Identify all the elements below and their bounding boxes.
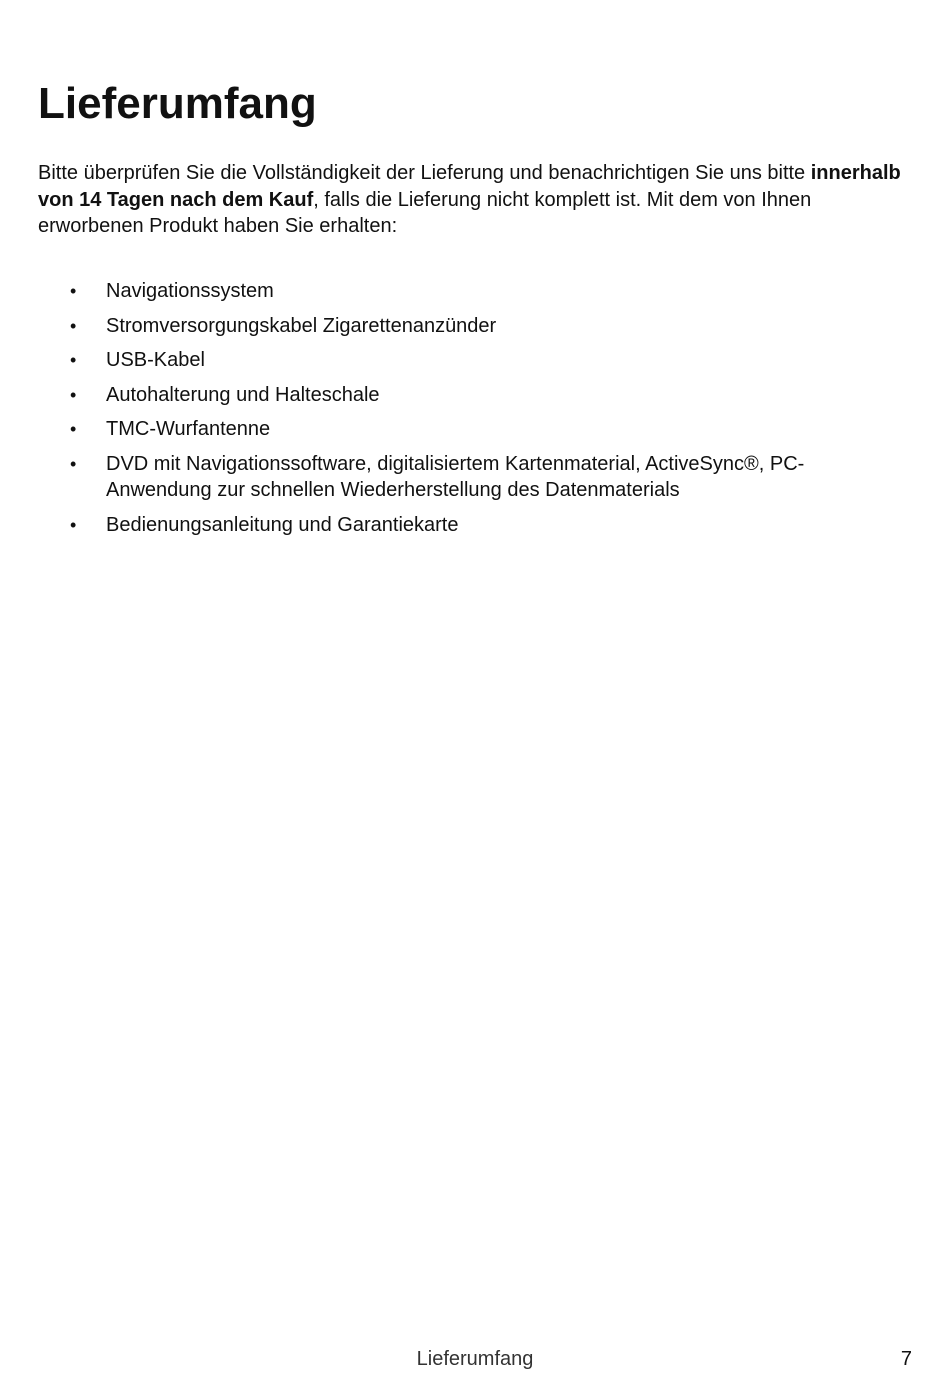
list-item <box>38 313 898 340</box>
bullet-icon: • <box>70 350 77 370</box>
bullet-icon: • <box>70 453 77 474</box>
list-item-text: USB-Kabel <box>106 349 205 371</box>
page-number: 7 <box>900 1348 912 1370</box>
list-item-text: TMC-Wurfantenne <box>106 418 271 440</box>
intro-text-part1: Bitte überprüfen Sie die Vollständigkeit der Lieferung und benachrichtigen Sie uns bitte <box>38 162 811 184</box>
page-title: Lieferumfang <box>38 79 317 128</box>
bullet-icon: • <box>70 384 77 405</box>
list-item-text: DVD mit Navigationssoftware, digitalisiertem Kartenmaterial, ActiveSync®, PC-Anwendung zur schnellen Wiederherstellung des Datenmaterials <box>106 452 805 501</box>
footer-section-title: Lieferumfang <box>416 1348 534 1370</box>
intro-text-part2: , falls die Lieferung nicht komplett ist. Mit dem von Ihnen erworbenen Produkt haben Sie erhalten: <box>38 188 812 237</box>
list-item <box>38 512 898 539</box>
list-item-text: Stromversorgungskabel Zigarettenanzünder <box>106 314 497 337</box>
bullet-icon: • <box>70 315 77 336</box>
bullet-icon: • <box>70 514 77 535</box>
bullet-icon: • <box>70 281 77 301</box>
list-item <box>38 451 898 504</box>
list-item-text: Autohalterung und Halteschale <box>106 383 380 406</box>
list-item <box>38 347 898 374</box>
list-item-text: Navigationssystem <box>106 280 274 302</box>
list-item-text: Bedienungsanleitung und Garantiekarte <box>106 513 459 536</box>
bullet-icon: • <box>70 419 77 439</box>
delivery-contents-list <box>38 278 898 546</box>
list-item <box>38 278 898 305</box>
list-item <box>38 382 898 409</box>
list-item <box>38 416 898 443</box>
intro-deadline-bold: innerhalb von 14 Tagen nach dem Kauf <box>38 162 901 211</box>
intro-paragraph <box>38 160 908 240</box>
